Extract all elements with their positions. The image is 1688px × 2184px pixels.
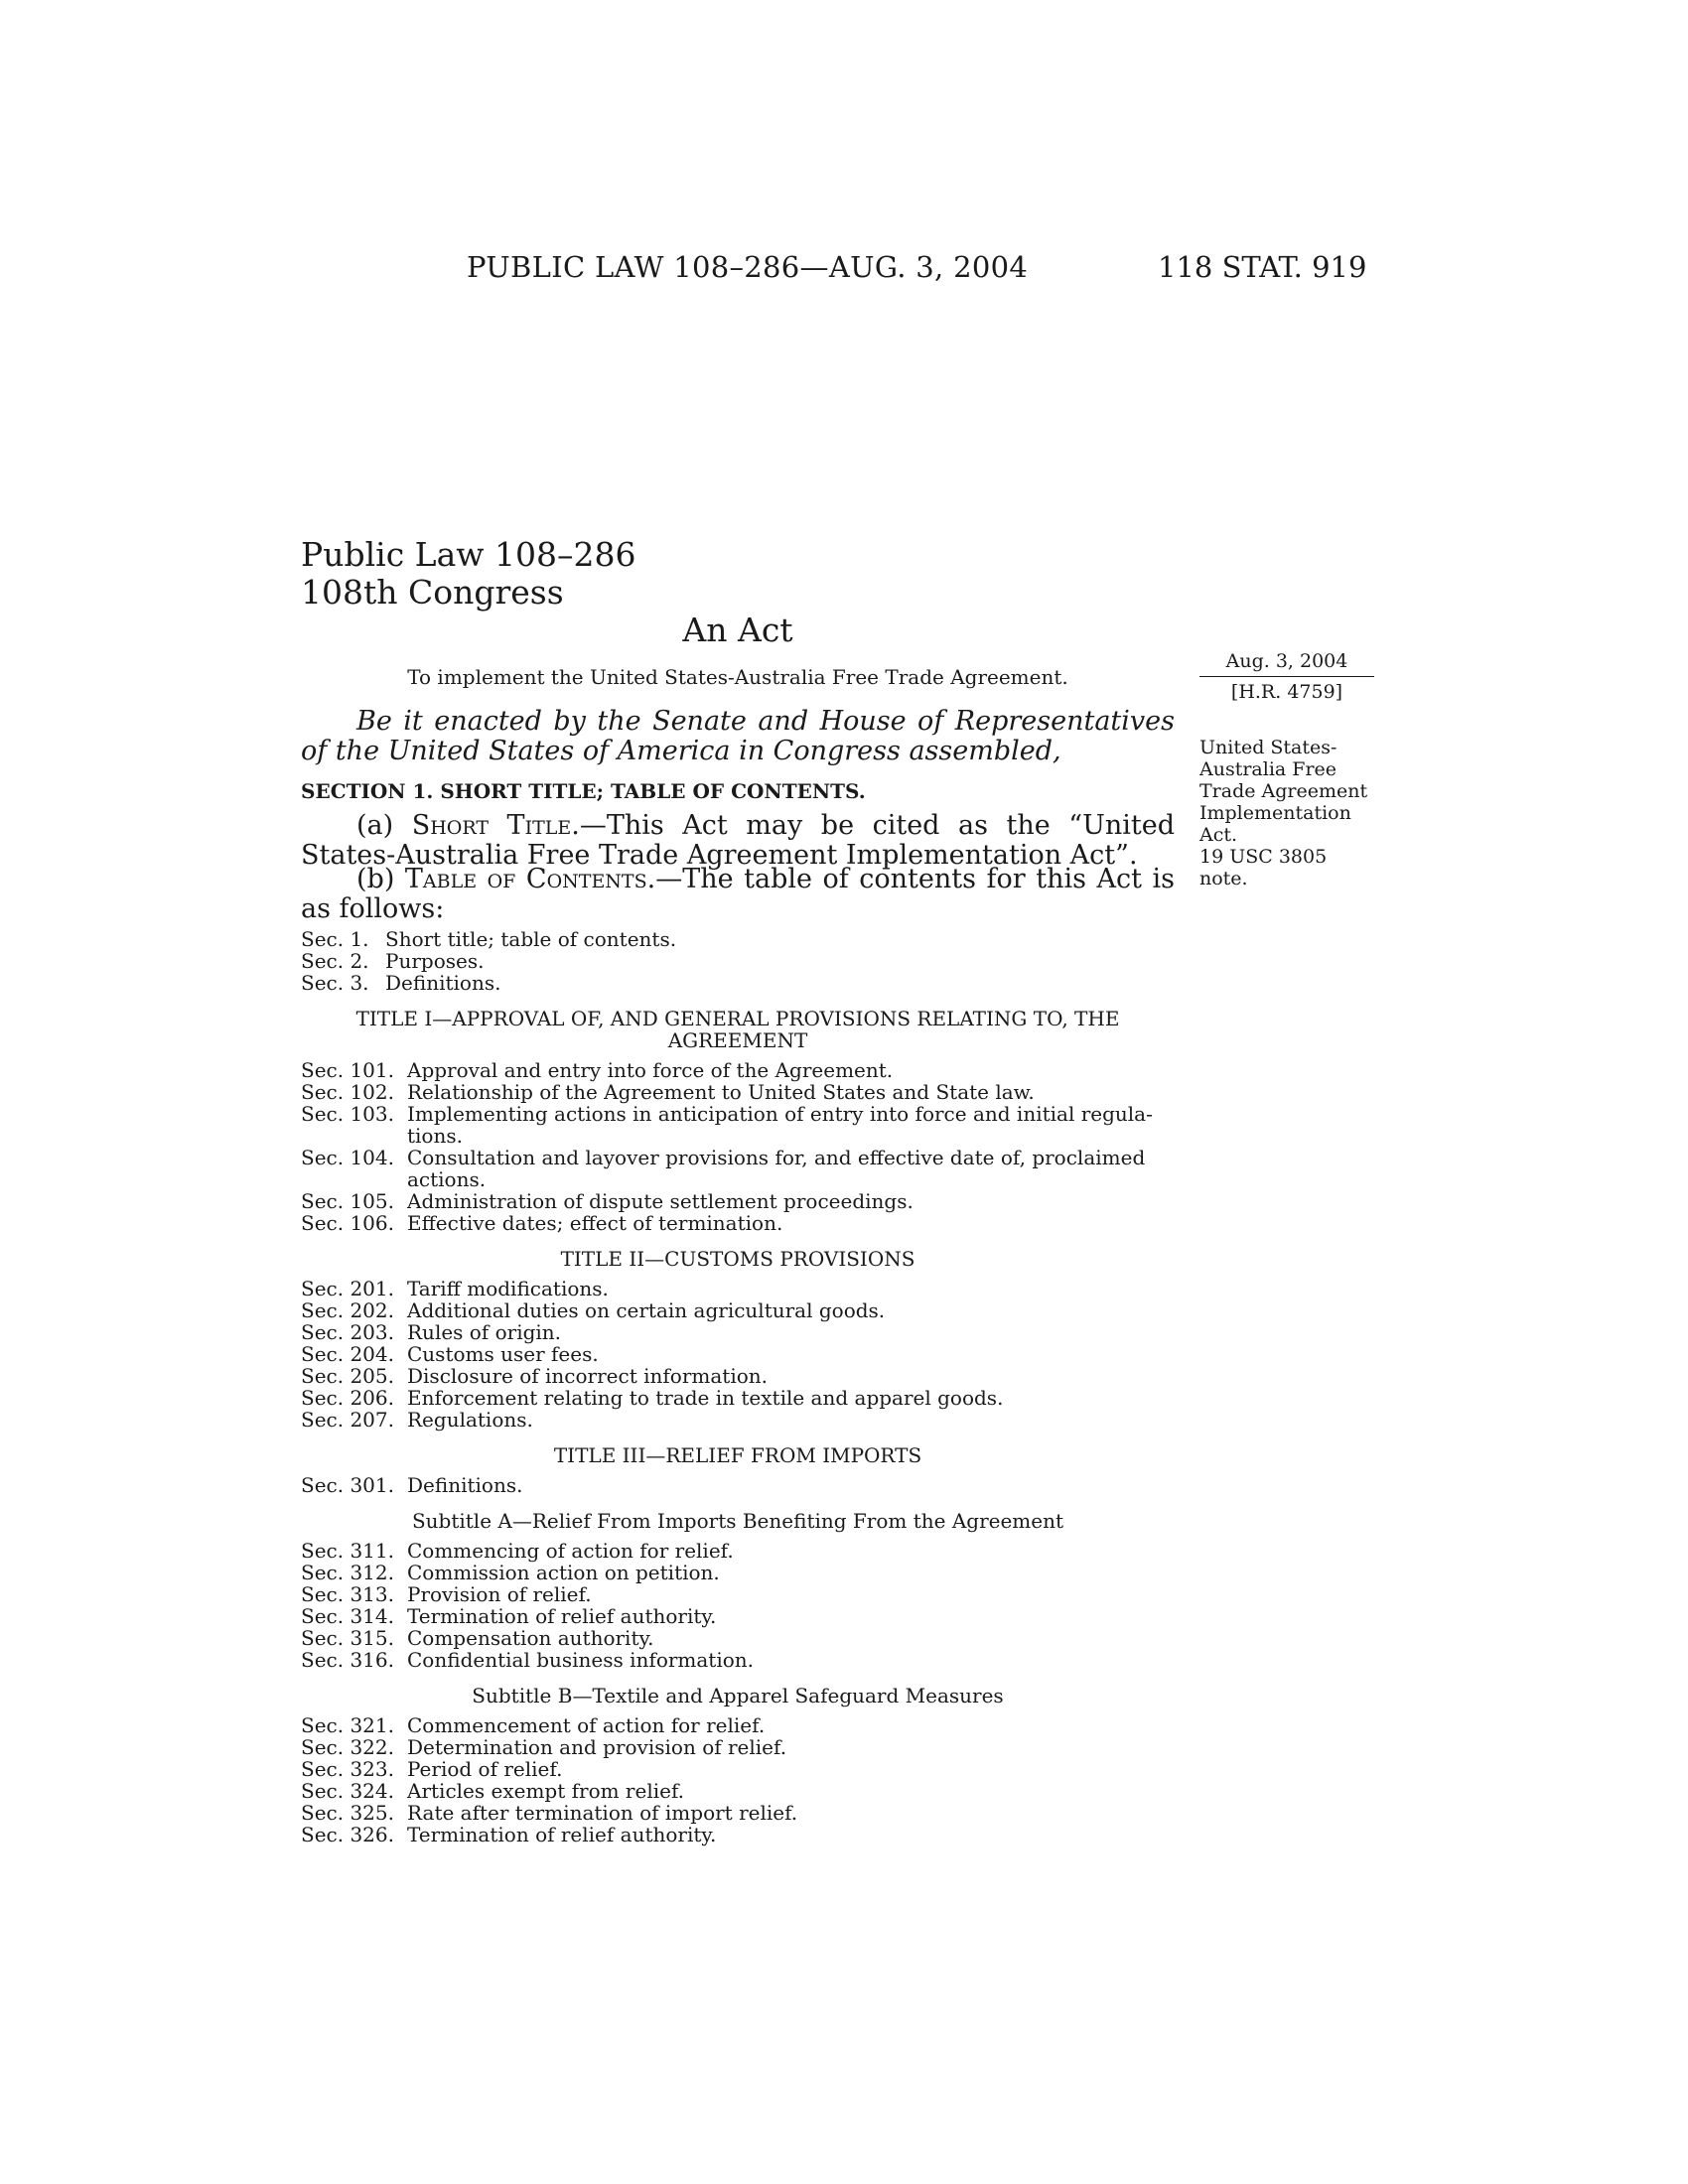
paragraph-caption	[411, 810, 572, 841]
toc-section-title: Provision of relief.	[407, 1582, 592, 1606]
toc-section-number: Sec. 316.	[301, 1648, 394, 1672]
toc-section-number: Sec. 101.	[301, 1058, 394, 1082]
toc-section-title: Termination of relief authority.	[407, 1823, 717, 1846]
toc-section-number: Sec. 312.	[301, 1561, 394, 1584]
toc-entry	[301, 1103, 1175, 1147]
toc-entry	[301, 928, 1175, 950]
toc-section-number: Sec. 313.	[301, 1582, 394, 1606]
margin-note-line: Australia Free	[1199, 758, 1337, 780]
toc-section-title: Rules of origin.	[407, 1320, 562, 1344]
toc-subtitle-heading: Subtitle A—Relief From Imports Benefiting From the Agreement	[411, 1509, 1064, 1533]
paragraph-text: .—The table of contents for this Act is as follows:	[301, 864, 1175, 924]
paragraph-table-of-contents	[301, 866, 1175, 923]
toc-section-number: Sec. 315.	[301, 1626, 394, 1650]
toc-section-number: Sec. 104.	[301, 1146, 394, 1169]
enacting-clause: Be it enacted by the Senate and House of Representatives of the United States of America in Congress assembled,	[301, 706, 1175, 766]
toc-section-title: Articles exempt from relief.	[407, 1779, 685, 1803]
paragraph-label: (a)	[356, 810, 412, 841]
toc-section-number: Sec. 325.	[301, 1801, 394, 1825]
toc-section-number: Sec. 323.	[301, 1757, 394, 1781]
toc-entry	[301, 1583, 1175, 1605]
toc-section-number: Sec. 314.	[301, 1604, 394, 1628]
toc-entry	[301, 1802, 1175, 1824]
toc-entry	[301, 1736, 1175, 1758]
toc-title-heading: TITLE II—CUSTOMS PROVISIONS	[560, 1247, 915, 1271]
toc-section-title: Rate after termination of import relief.	[407, 1801, 798, 1825]
toc-entry	[301, 1387, 1175, 1409]
toc-section-number: Sec. 103.	[301, 1102, 394, 1126]
toc-section-number: Sec. 321.	[301, 1713, 394, 1737]
toc-entry	[301, 1365, 1175, 1387]
toc-entry	[301, 1081, 1175, 1103]
toc-section-number: Sec. 205.	[301, 1364, 394, 1388]
toc-entry	[301, 1824, 1175, 1845]
section-heading: SECTION 1. SHORT TITLE; TABLE OF CONTENTS.	[301, 779, 866, 803]
toc-section-title: Effective dates; effect of termination.	[407, 1211, 783, 1235]
toc-section-title: Tariff modifications.	[407, 1277, 609, 1300]
toc-entry	[301, 1649, 1175, 1671]
toc-subtitle-heading: Subtitle B—Textile and Apparel Safeguard Measures	[472, 1684, 1004, 1707]
margin-note-line: Trade Agreement	[1199, 780, 1368, 802]
toc-entry	[301, 1059, 1175, 1081]
toc-section-number: Sec. 3.	[301, 971, 369, 995]
toc-section-number: Sec. 206.	[301, 1386, 394, 1410]
toc-section-title: Determination and provision of relief.	[407, 1735, 787, 1759]
toc-section-title: Termination of relief authority.	[407, 1604, 717, 1628]
toc-section-title: Additional duties on certain agricultural goods.	[407, 1298, 886, 1322]
toc-section-number: Sec. 204.	[301, 1342, 394, 1366]
toc-entry	[301, 1605, 1175, 1627]
toc-entry	[301, 1343, 1175, 1365]
toc-entry	[301, 1780, 1175, 1802]
toc-entry	[301, 1278, 1175, 1299]
toc-section-title: Disclosure of incorrect information.	[407, 1364, 768, 1388]
toc-entry	[301, 1299, 1175, 1321]
long-title: To implement the United States-Australia Free Trade Agreement.	[407, 665, 1068, 689]
caption-sc: Short Title	[411, 810, 572, 841]
law-identification	[301, 536, 635, 612]
toc-entry	[301, 1147, 1175, 1190]
margin-note-line: Act.	[1199, 824, 1238, 846]
toc-section-number: Sec. 207.	[301, 1408, 394, 1432]
toc-entry	[301, 1758, 1175, 1780]
toc-section-title: Commencement of action for relief.	[407, 1713, 766, 1737]
toc-entry	[301, 1627, 1175, 1649]
toc-section-title: Consultation and layover provisions for, and effective date of, proclaimed actions.	[407, 1146, 1146, 1191]
toc-section-number: Sec. 105.	[301, 1189, 394, 1213]
congress-number: 108th Congress	[301, 573, 564, 612]
margin-note-line: note.	[1199, 868, 1248, 889]
toc-entry	[301, 1321, 1175, 1343]
margin-date-block	[1199, 650, 1374, 703]
margin-note-line: 19 USC 3805	[1199, 846, 1328, 868]
toc-section-number: Sec. 1.	[301, 927, 369, 951]
bill-number: [H.R. 4759]	[1230, 681, 1343, 703]
toc-entry	[301, 1474, 1175, 1496]
toc-section-number: Sec. 203.	[301, 1320, 394, 1344]
toc-section-number: Sec. 301.	[301, 1473, 394, 1497]
toc-section-title: Approval and entry into force of the Agreement.	[407, 1058, 894, 1082]
paragraph-label: (b)	[356, 864, 405, 894]
paragraph-text: .—This Act may be cited as the “United States-Australia Free Trade Agreement Implementation Act”.	[301, 810, 1175, 871]
toc-section-number: Sec. 324.	[301, 1779, 394, 1803]
toc-section-number: Sec. 322.	[301, 1735, 394, 1759]
approval-date: Aug. 3, 2004	[1199, 650, 1374, 677]
paragraph-short-title	[301, 812, 1175, 870]
toc-title-heading: TITLE III—RELIEF FROM IMPORTS	[553, 1443, 922, 1467]
caption-sc: Table of Contents	[404, 864, 647, 894]
toc-section-number: Sec. 311.	[301, 1539, 394, 1563]
toc-entry	[301, 1212, 1175, 1234]
public-law-number: Public Law 108–286	[301, 535, 636, 574]
toc-section-title: Period of relief.	[407, 1757, 563, 1781]
toc-section-title: Confidential business information.	[407, 1648, 755, 1672]
toc-section-number: Sec. 106.	[301, 1211, 394, 1235]
toc-entry	[301, 1540, 1175, 1562]
toc-section-title: Definitions.	[385, 971, 501, 995]
table-of-contents	[301, 928, 1175, 1845]
toc-entry	[301, 1714, 1175, 1736]
toc-section-title: Compensation authority.	[407, 1626, 654, 1650]
toc-section-title: Enforcement relating to trade in textile and apparel goods.	[407, 1386, 1004, 1410]
toc-section-number: Sec. 202.	[301, 1298, 394, 1322]
act-heading: An Act	[682, 611, 793, 649]
toc-section-number: Sec. 102.	[301, 1080, 394, 1104]
toc-section-title: Administration of dispute settlement proceedings.	[407, 1189, 914, 1213]
toc-section-title: Definitions.	[407, 1473, 523, 1497]
margin-note-line: United States-	[1199, 737, 1337, 758]
margin-note-line: Implementation	[1199, 802, 1351, 824]
toc-section-title: Commission action on petition.	[407, 1561, 720, 1584]
toc-entry	[301, 1562, 1175, 1583]
running-head: PUBLIC LAW 108–286—AUG. 3, 2004	[467, 250, 1029, 284]
toc-section-number: Sec. 326.	[301, 1823, 394, 1846]
toc-entry	[301, 1190, 1175, 1212]
toc-entry	[301, 1409, 1175, 1431]
toc-section-number: Sec. 2.	[301, 949, 369, 973]
toc-section-title: Regulations.	[407, 1408, 533, 1432]
toc-section-title: Relationship of the Agreement to United States and State law.	[407, 1080, 1035, 1104]
toc-section-title: Implementing actions in anticipation of entry into force and initial regula-tions.	[407, 1102, 1153, 1148]
toc-section-title: Purposes.	[385, 949, 485, 973]
toc-section-title: Short title; table of contents.	[385, 927, 677, 951]
toc-entry	[301, 972, 1175, 994]
toc-title-heading: TITLE I—APPROVAL OF, AND GENERAL PROVISIONS RELATING TO, THE AGREEMENT	[355, 1007, 1120, 1052]
stat-page-reference: 118 STAT. 919	[1158, 250, 1367, 284]
toc-entry	[301, 950, 1175, 972]
toc-section-title: Commencing of action for relief.	[407, 1539, 734, 1563]
toc-section-title: Customs user fees.	[407, 1342, 599, 1366]
paragraph-caption	[404, 864, 647, 894]
margin-note	[1199, 737, 1398, 889]
toc-section-number: Sec. 201.	[301, 1277, 394, 1300]
